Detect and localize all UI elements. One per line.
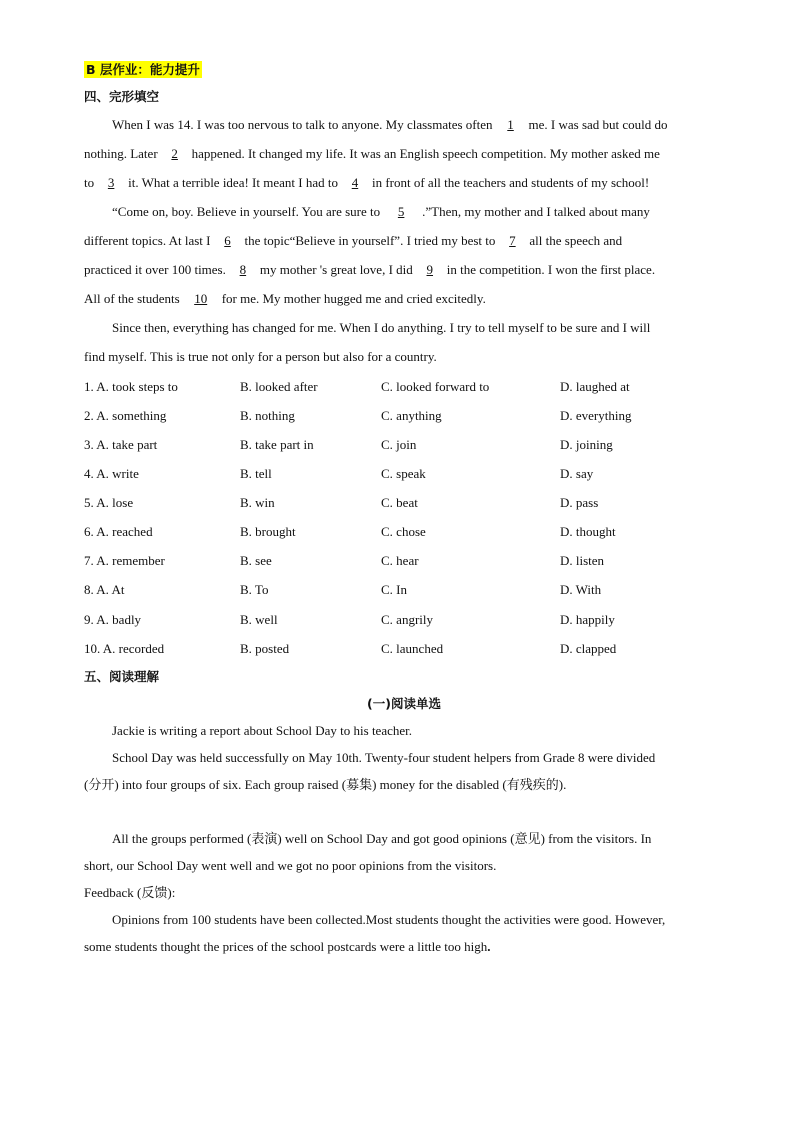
section-b-heading: B 层作业：能力提升 bbox=[86, 62, 200, 77]
blank-5: 5 bbox=[397, 204, 405, 219]
option-a: 9. A. badly bbox=[84, 612, 142, 627]
section-5-title: 五、阅读理解 bbox=[84, 669, 160, 684]
blank-1: 1 bbox=[507, 117, 514, 132]
option-row-1 bbox=[84, 378, 724, 396]
reading-line-3: (分开) into four groups of six. Each group raised (募集) money for the disabled (有残疾的). bbox=[84, 777, 567, 792]
option-b: B. win bbox=[240, 495, 275, 510]
reading-subtitle: (一)阅读单选 bbox=[367, 696, 441, 711]
option-row-5 bbox=[84, 494, 724, 512]
reading-line-1: Jackie is writing a report about School Day to his teacher. bbox=[112, 723, 413, 738]
option-c: C. looked forward to bbox=[381, 379, 490, 394]
option-d: D. joining bbox=[560, 437, 613, 452]
option-a: 3. A. take part bbox=[84, 437, 158, 452]
blank-7: 7 bbox=[509, 233, 516, 248]
option-c: C. angrily bbox=[381, 612, 433, 627]
option-c: C. hear bbox=[381, 553, 419, 568]
option-c: C. chose bbox=[381, 524, 426, 539]
cloze-p3-line1: Since then, everything has changed for me. When I do anything. I try to tell myself to be sure and I will bbox=[112, 320, 651, 335]
option-row-9 bbox=[84, 611, 724, 629]
blank-10: 10 bbox=[194, 291, 208, 306]
option-d: D. laughed at bbox=[560, 379, 630, 394]
cloze-p1-line1: When I was 14. I was too nervous to talk to anyone. My classmates often 1 me. I was sad but could do bbox=[112, 117, 668, 132]
option-c: C. In bbox=[381, 582, 407, 597]
option-d: D. listen bbox=[560, 553, 605, 568]
option-c: C. beat bbox=[381, 495, 418, 510]
option-d: D. pass bbox=[560, 495, 599, 510]
cloze-p2-line3: practiced it over 100 times. 8 my mother 's great love, I did 9 in the competition. I won the first place. bbox=[84, 262, 656, 277]
cloze-p3-line2: find myself. This is true not only for a person but also for a country. bbox=[84, 349, 437, 364]
section-4-title: 四、完形填空 bbox=[84, 89, 160, 104]
option-row-4 bbox=[84, 465, 724, 483]
reading-line-7: Opinions from 100 students have been collected.Most students thought the activities were good. However, bbox=[112, 912, 666, 927]
option-a: 7. A. remember bbox=[84, 553, 165, 568]
cloze-p1-line3: to 3 it. What a terrible idea! It meant I had to 4 in front of all the teachers and students of my school! bbox=[84, 175, 650, 190]
blank-8: 8 bbox=[239, 262, 247, 277]
option-b: B. take part in bbox=[240, 437, 314, 452]
option-a: 4. A. write bbox=[84, 466, 139, 481]
option-a: 8. A. At bbox=[84, 582, 125, 597]
option-c: C. speak bbox=[381, 466, 426, 481]
option-b: B. see bbox=[240, 553, 272, 568]
option-row-8 bbox=[84, 581, 724, 599]
blank-2: 2 bbox=[171, 146, 178, 161]
option-a: 1. A. took steps to bbox=[84, 379, 178, 394]
option-d: D. everything bbox=[560, 408, 632, 423]
option-a: 2. A. something bbox=[84, 408, 167, 423]
cloze-p2-line2: different topics. At last I 6 the topic“Believe in yourself”. I tried my best to 7 all the speech and bbox=[84, 233, 623, 248]
option-a: 6. A. reached bbox=[84, 524, 153, 539]
feedback-label: Feedback (反馈): bbox=[84, 885, 176, 900]
blank-3: 3 bbox=[107, 175, 115, 190]
cloze-p2-line4: All of the students 10 for me. My mother hugged me and cried excitedly. bbox=[84, 291, 486, 306]
option-c: C. join bbox=[381, 437, 417, 452]
option-b: B. looked after bbox=[240, 379, 318, 394]
option-b: B. nothing bbox=[240, 408, 295, 423]
option-d: D. happily bbox=[560, 612, 615, 627]
option-a: 5. A. lose bbox=[84, 495, 134, 510]
option-row-2 bbox=[84, 407, 724, 425]
reading-line-5: short, our School Day went well and we got no poor opinions from the visitors. bbox=[84, 858, 497, 873]
option-d: D. thought bbox=[560, 524, 616, 539]
option-d: D. With bbox=[560, 582, 602, 597]
option-c: C. anything bbox=[381, 408, 442, 423]
blank-9: 9 bbox=[426, 262, 434, 277]
reading-line-8: some students thought the prices of the school postcards were a little too high. bbox=[84, 939, 491, 954]
option-b: B. To bbox=[240, 582, 269, 597]
option-b: B. tell bbox=[240, 466, 272, 481]
blank-4: 4 bbox=[351, 175, 359, 190]
reading-line-4: All the groups performed (表演) well on School Day and got good opinions (意见) from the visitors. In bbox=[112, 831, 652, 846]
option-b: B. brought bbox=[240, 524, 296, 539]
option-c: C. launched bbox=[381, 641, 444, 656]
option-row-7 bbox=[84, 552, 724, 570]
cloze-p1-line2: nothing. Later 2 happened. It changed my life. It was an English speech competition. My mother asked me bbox=[84, 146, 660, 161]
option-d: D. clapped bbox=[560, 641, 617, 656]
reading-line-2: School Day was held successfully on May 10th. Twenty-four student helpers from Grade 8 were divided bbox=[112, 750, 656, 765]
option-row-6 bbox=[84, 523, 724, 541]
option-row-3 bbox=[84, 436, 724, 454]
blank-6: 6 bbox=[224, 233, 231, 248]
option-b: B. posted bbox=[240, 641, 290, 656]
option-d: D. say bbox=[560, 466, 594, 481]
option-row-10 bbox=[84, 640, 724, 658]
option-b: B. well bbox=[240, 612, 278, 627]
cloze-p2-line1: “Come on, boy. Believe in yourself. You are sure to 5 .”Then, my mother and I talked about many bbox=[112, 204, 650, 219]
option-a: 10. A. recorded bbox=[84, 641, 165, 656]
